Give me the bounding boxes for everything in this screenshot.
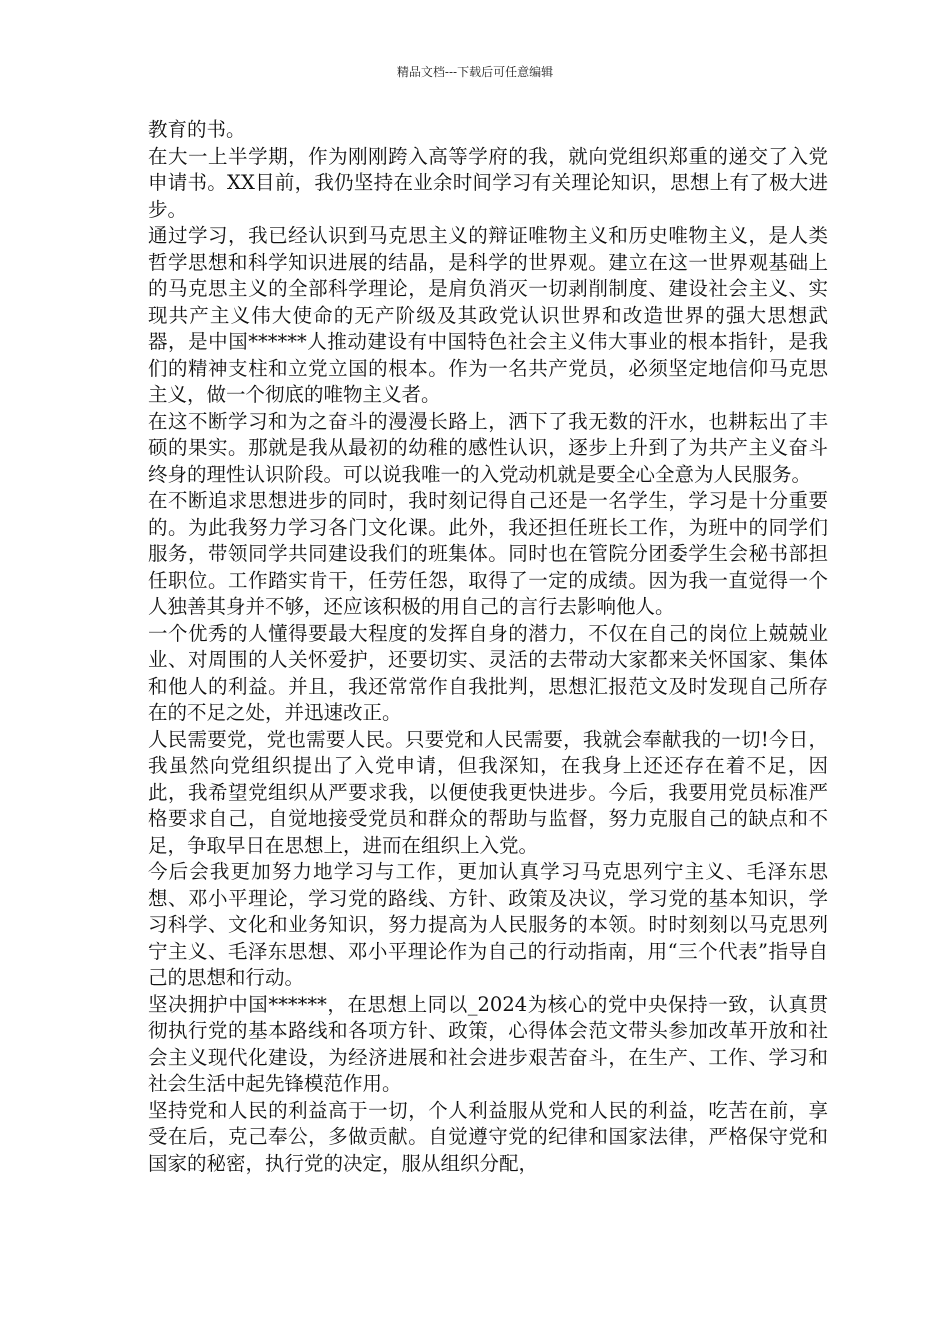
paragraph: 在这不断学习和为之奋斗的漫漫长路上，洒下了我无数的汗水，也耕耘出了丰硕的果实。那就是我从最初的幼稚的感性认识，逐步上升到了为共产主义奋斗终身的理性认识阶段。可以说我唯一的入党动机就是要全心全意为人民服务。 [148,409,828,486]
paragraph: 一个优秀的人懂得要最大程度的发挥自身的潜力，不仅在自己的岗位上兢兢业业、对周围的人关怀爱护，还要切实、灵活的去带动大家都来关怀国家、集体和他人的利益。并且，我还常常作自我批判，思想汇报范文及时发现自己所存在的不足之处，并迅速改正。 [148,621,828,724]
paragraph: 坚决拥护中国******，在思想上同以_2024为核心的党中央保持一致，认真贯彻执行党的基本路线和各项方针、政策，心得体会范文带头参加改革开放和社会主义现代化建设，为经济进展和社会进步艰苦奋斗，在生产、工作、学习和社会生活中起先锋模范作用。 [148,992,828,1095]
document-body [148,117,828,1177]
paragraph: 教育的书。 [148,118,246,141]
paragraph: 在大一上半学期，作为刚刚跨入高等学府的我，就向党组织郑重的递交了入党申请书。XX目前，我仍坚持在业余时间学习有关理论知识，思想上有了极大进步。 [148,144,828,221]
paragraph: 坚持党和人民的利益高于一切，个人利益服从党和人民的利益，吃苦在前，享受在后，克己奉公，多做贡献。自觉遵守党的纪律和国家法律，严格保守党和国家的秘密，执行党的决定，服从组织分配， [148,1098,828,1175]
page-header: 精品文档---下载后可任意编辑 [396,65,554,79]
paragraph: 人民需要党，党也需要人民。只要党和人民需要，我就会奉献我的一切!今日，我虽然向党组织提出了入党申请，但我深知，在我身上还还存在着不足，因此，我希望党组织从严要求我，以便使我更快进步。今后，我要用党员标准严格要求自己，自觉地接受党员和群众的帮助与监督，努力克服自己的缺点和不足，争取早日在思想上，进而在组织上入党。 [148,727,828,857]
paragraph: 今后会我更加努力地学习与工作，更加认真学习马克思列宁主义、毛泽东思想、邓小平理论，学习党的路线、方针、政策及决议，学习党的基本知识，学习科学、文化和业务知识，努力提高为人民服务的本领。时时刻刻以马克思列宁主义、毛泽东思想、邓小平理论作为自己的行动指南，用“三个代表”指导自己的思想和行动。 [148,860,828,989]
paragraph: 在不断追求思想进步的同时，我时刻记得自己还是一名学生，学习是十分重要的。为此我努力学习各门文化课。此外，我还担任班长工作，为班中的同学们服务，带领同学共同建设我们的班集体。同时也在管院分团委学生会秘书部担任职位。工作踏实肯干，任劳任怨，取得了一定的成绩。因为我一直觉得一个人独善其身并不够，还应该积极的用自己的言行去影响他人。 [148,489,828,618]
paragraph: 通过学习，我已经认识到马克思主义的辩证唯物主义和历史唯物主义，是人类哲学思想和科学知识进展的结晶，是科学的世界观。建立在这一世界观基础上的马克思主义的全部科学理论，是肩负消灭一切剥削制度、建设社会主义、实现共产主义伟大使命的无产阶级及其政党认识世界和改造世界的强大思想武器，是中国******人推动建设有中国特色社会主义伟大事业的根本指针，是我们的精神支柱和立党立国的根本。作为一名共产党员，必须坚定地信仰马克思主义，做一个彻底的唯物主义者。 [148,224,828,406]
